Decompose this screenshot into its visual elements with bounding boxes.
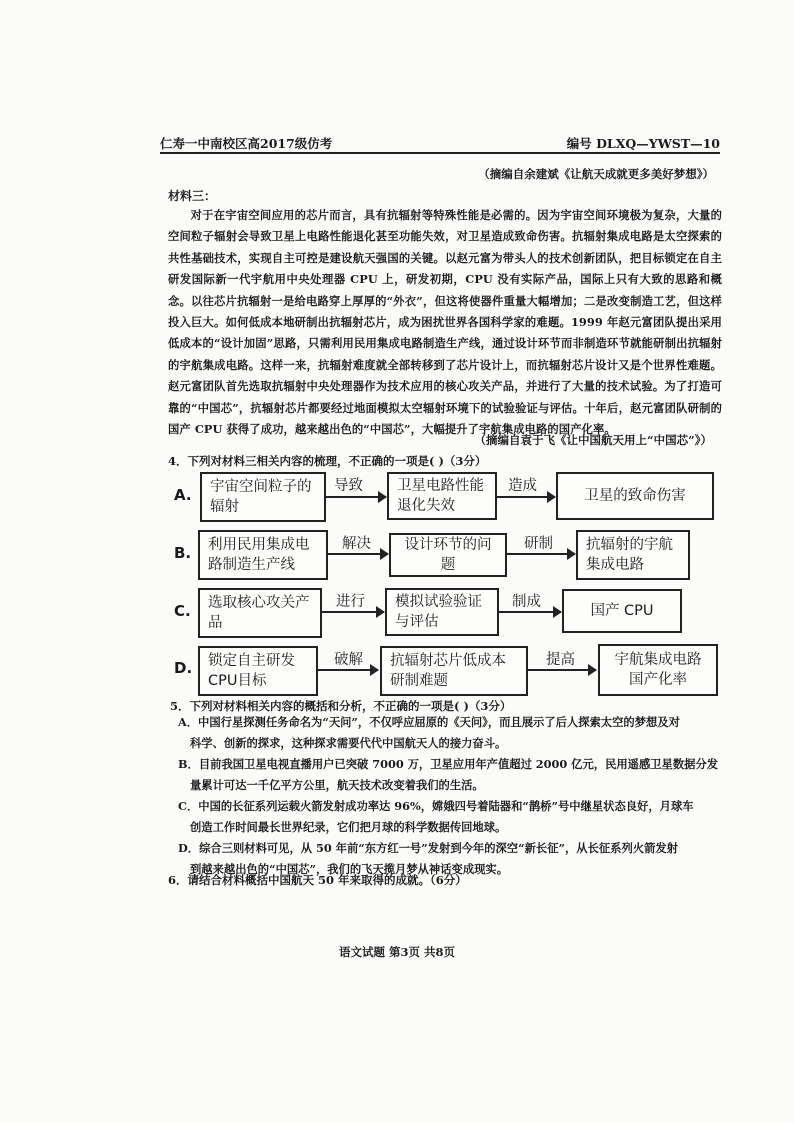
row-d-box-3: 宇航集成电路国产化率 bbox=[598, 644, 718, 696]
row-a-arrow-2 bbox=[497, 496, 555, 498]
row-c-box-1: 选取核心攻关产品 bbox=[198, 588, 322, 638]
row-c-link-2: 制成 bbox=[512, 594, 541, 610]
question-6: 6．请结合材料概括中国航天 50 年来取得的成就。（6分） bbox=[168, 873, 467, 887]
row-d-link-1: 破解 bbox=[334, 652, 363, 668]
q5-option-c-line1: C．中国的长征系列运载火箭发射成功率达 96%，嫦娥四号着陆器和“鹊桥”号中继星状态良好，月球车 bbox=[178, 799, 694, 813]
row-c-box-3: 国产 CPU bbox=[562, 589, 682, 633]
q5-option-a bbox=[178, 712, 722, 754]
row-d-box-2: 抗辐射芯片低成本研制难题 bbox=[380, 646, 528, 696]
row-a-box-1: 宇宙空间粒子的辐射 bbox=[200, 472, 326, 522]
row-b-box-3: 抗辐射的宇航集成电路 bbox=[576, 530, 690, 580]
option-d-label: D. bbox=[174, 659, 193, 677]
row-a-arrow-1 bbox=[326, 496, 386, 498]
question-4-stem: 4．下列对材料三相关内容的梳理，不正确的一项是( )（3分） bbox=[168, 454, 487, 468]
row-a-link-1: 导致 bbox=[334, 478, 363, 494]
row-b-box-2: 设计环节的问题 bbox=[389, 533, 507, 577]
material3-body: 对于在宇宙空间应用的芯片而言，具有抗辐射等特殊性能是必需的。因为宇宙空间环境极为复杂，大量的空间粒子辐射会导致卫星上电路性能退化甚至功能失效，对卫星造成致命伤害。抗辐射集成电路是太空探索的共性基础技术，实现自主可控是建设航天强国的关键。以赵元富为带头人的技术创新团队，把目标锁定在自主研发国际新一代宇航用中央处理器 CPU 上，研发初期，CPU 没有实际产品，国际上只有大致的思路和概念。以往芯片抗辐射一是给电路穿上厚厚的“外衣”，但这将使器件重量大幅增加；二是改变制造工艺，但这样投入巨大。如何低成本地研制出抗辐射芯片，成为困扰世界各国科学家的难题。1999 年赵元富团队提出采用低成本的“设计加固”思路，只需利用民用集成电路制造生产线，通过设计环节而非制造环节就能研制出抗辐射的宇航集成电路。这样一来，抗辐射难度就全部转移到了芯片设计上，而抗辐射芯片设计又是个世界性难题。赵元富团队首先选取抗辐射中央处理器作为技术应用的核心攻关产品，并进行了大量的技术试验。为了打造可靠的“中国芯”，抗辐射芯片都要经过地面模拟太空辐射环境下的试验验证与评估。十年后，赵元富团队研制的国产 CPU 获得了成功，越来越出色的“中国芯”，大幅提升了宇航集成电路的国产化率。 bbox=[168, 208, 722, 437]
row-a-box-2: 卫星电路性能退化失效 bbox=[387, 472, 497, 520]
row-c-link-1: 进行 bbox=[336, 594, 365, 610]
q5-option-c-line2: 创造工作时间最长世界纪录，它们把月球的科学数据传回地球。 bbox=[190, 820, 507, 834]
q5-option-b bbox=[178, 754, 722, 796]
row-d-arrow-2 bbox=[528, 669, 596, 671]
document-code: 编号 DLXQ—YWST—10 bbox=[566, 136, 720, 151]
row-b-link-1: 解决 bbox=[342, 536, 371, 552]
option-c-label: C. bbox=[174, 602, 191, 620]
row-c-box-2: 模拟试验验证与评估 bbox=[385, 588, 499, 636]
row-c-arrow-2 bbox=[499, 611, 561, 613]
option-a-label: A. bbox=[174, 486, 192, 504]
source-material-3: （摘编自袁于飞《让中国航天用上“中国芯”》） bbox=[474, 433, 712, 447]
source-material-2: （摘编自余建斌《让航天成就更多美好梦想》） bbox=[478, 167, 714, 181]
row-a-link-2: 造成 bbox=[508, 478, 537, 494]
q5-option-a-line1: A．中国行星探测任务命名为“天问”，不仅呼应屈原的《天问》，而且展示了后人探索太空的梦想及对 bbox=[178, 715, 680, 729]
q5-option-b-line1: B．目前我国卫星电视直播用户已突破 7000 万，卫星应用年产值超过 2000 亿元，民用遥感卫星数据分发 bbox=[178, 757, 719, 771]
q5-option-a-line2: 科学、创新的探求，这种探求需要代代中国航天人的接力奋斗。 bbox=[190, 736, 507, 750]
option-b-label: B. bbox=[174, 544, 192, 562]
q5-option-b-line2: 量累计可达一千亿平方公里，航天技术改变着我们的生活。 bbox=[190, 778, 484, 792]
q5-option-d-line2: 到越来越出色的“中国芯”，我们的飞天揽月梦从神话变成现实。 bbox=[190, 862, 509, 876]
row-b-link-2: 研制 bbox=[524, 536, 553, 552]
question-5-stem: 5．下列对材料相关内容的概括和分析，不正确的一项是( )（3分） bbox=[170, 699, 512, 713]
page-footer: 语文试题 第3页 共8页 bbox=[338, 945, 455, 959]
school-title: 仁寿一中南校区高2017级仿考 bbox=[160, 136, 333, 151]
q5-option-d-line1: D．综合三则材料可见，从 50 年前“东方红一号”发射到今年的深空“新长征”，从长征系列火箭发射 bbox=[178, 841, 678, 855]
page-header bbox=[160, 134, 720, 150]
row-d-box-1: 锁定自主研发CPU目标 bbox=[198, 646, 318, 696]
row-d-arrow-1 bbox=[318, 669, 378, 671]
material3-heading: 材料三： bbox=[168, 189, 217, 203]
row-b-arrow-2 bbox=[507, 553, 575, 555]
header-divider bbox=[160, 152, 720, 154]
row-c-arrow-1 bbox=[322, 611, 384, 613]
row-b-box-1: 利用民用集成电路制造生产线 bbox=[198, 530, 328, 580]
row-a-box-3: 卫星的致命伤害 bbox=[556, 472, 714, 520]
row-d-link-2: 提高 bbox=[546, 652, 575, 668]
q5-option-c bbox=[178, 796, 722, 838]
row-b-arrow-1 bbox=[328, 553, 388, 555]
